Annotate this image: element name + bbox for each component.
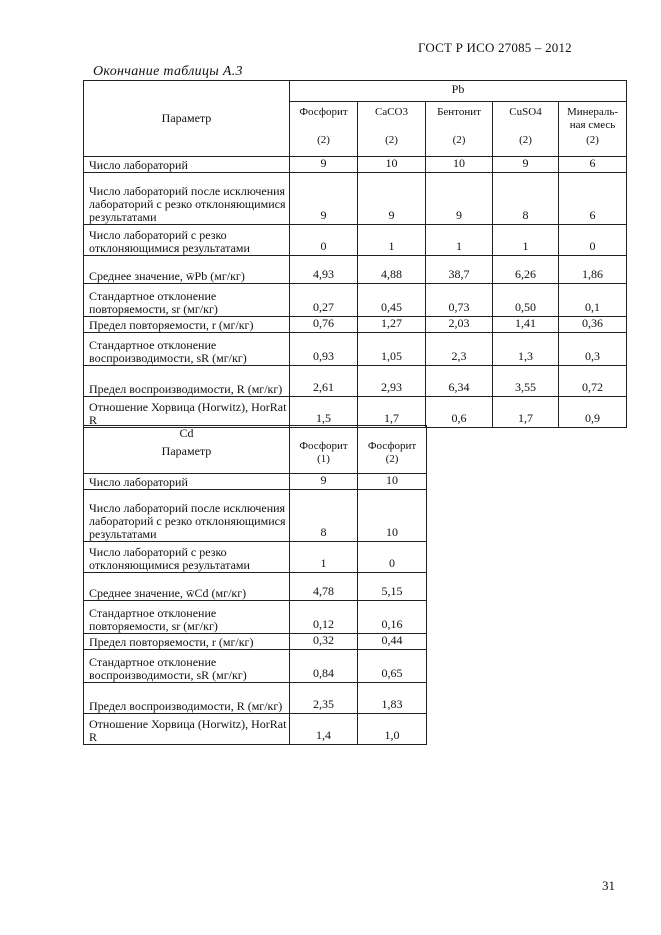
column-name: Минераль-ная смесь [566, 106, 619, 131]
table-row [84, 490, 427, 542]
column-code: (2) [317, 134, 330, 146]
column-header [358, 102, 426, 157]
table-caption: Окончание таблицы А.3 [93, 64, 243, 79]
value-cell: 6 [559, 173, 627, 225]
value-cell: 1,0 [358, 714, 427, 745]
value-cell: 6 [559, 157, 627, 173]
column-header [559, 102, 627, 157]
table-row [84, 397, 627, 428]
value-cell: 10 [358, 474, 427, 490]
parameter-cell: Отношение Хорвица (Horwitz), HorRat R [84, 714, 290, 745]
value-cell: 9 [358, 173, 426, 225]
table-row [84, 683, 427, 714]
value-cell: 5,15 [358, 573, 427, 601]
value-cell: 8 [290, 490, 358, 542]
table-row [84, 256, 627, 284]
table-row [84, 542, 427, 573]
value-cell: 2,03 [426, 317, 493, 333]
column-name: CuSO4 [509, 106, 542, 118]
value-cell: 9 [493, 157, 559, 173]
value-cell: 1 [358, 225, 426, 256]
column-code: (2) [385, 453, 399, 465]
table-row [84, 714, 427, 745]
document-standard-header: ГОСТ Р ИСО 27085 – 2012 [418, 40, 572, 55]
parameter-cell: Число лабораторий после исключения лабораторий с резко отклоняющимися результатами [84, 173, 290, 225]
value-cell: 10 [426, 157, 493, 173]
table-row [84, 366, 627, 397]
table-row [84, 601, 427, 634]
parameter-cell: Число лабораторий с резко отклоняющимися результатами [84, 225, 290, 256]
value-cell: 1,41 [493, 317, 559, 333]
table-row [84, 634, 427, 650]
page-number: 31 [602, 878, 615, 893]
value-cell: 2,61 [290, 366, 358, 397]
value-cell: 0,32 [290, 634, 358, 650]
value-cell: 4,88 [358, 256, 426, 284]
value-cell: 10 [358, 157, 426, 173]
value-cell: 38,7 [426, 256, 493, 284]
column-name: Фосфорит [299, 106, 348, 118]
value-cell: 1,7 [493, 397, 559, 428]
value-cell: 0,12 [290, 601, 358, 634]
parameter-cell: Отношение Хорвица (Horwitz), HorRat R [84, 397, 290, 428]
column-header [290, 102, 358, 157]
column-name: Фосфорит [299, 440, 348, 452]
pb-table-body [84, 157, 627, 428]
parameter-cell: Стандартное отклонение повторяемости, sr (мг/кг) [84, 284, 290, 317]
value-cell: 4,93 [290, 256, 358, 284]
value-cell: 1,86 [559, 256, 627, 284]
value-cell: 0 [358, 542, 427, 573]
value-cell: 1,83 [358, 683, 427, 714]
value-cell: 0,65 [358, 650, 427, 683]
table-row [84, 573, 427, 601]
value-cell: 1,7 [358, 397, 426, 428]
column-code: (1) [317, 453, 330, 465]
value-cell: 6,34 [426, 366, 493, 397]
value-cell: 2,93 [358, 366, 426, 397]
value-cell: 0,6 [426, 397, 493, 428]
table-row [84, 333, 627, 366]
column-header [493, 102, 559, 157]
cd-table-body [84, 474, 427, 745]
parameter-cell: Число лабораторий [84, 157, 290, 173]
parameter-cell: Стандартное отклонение повторяемости, sr (мг/кг) [84, 601, 290, 634]
value-cell: 9 [290, 173, 358, 225]
value-cell: 1,5 [290, 397, 358, 428]
value-cell: 1,4 [290, 714, 358, 745]
value-cell: 1 [426, 225, 493, 256]
value-cell: 8 [493, 173, 559, 225]
table-row [84, 650, 427, 683]
value-cell: 6,26 [493, 256, 559, 284]
value-cell: 2,35 [290, 683, 358, 714]
column-name: CaCO3 [375, 106, 408, 118]
value-cell: 9 [290, 157, 358, 173]
value-cell: 1,27 [358, 317, 426, 333]
value-cell: 9 [426, 173, 493, 225]
column-code: (2) [385, 134, 398, 146]
value-cell: 0,36 [559, 317, 627, 333]
element-header-cd: Cd [179, 426, 194, 440]
parameter-cell: Стандартное отклонение воспроизводимости, sR (мг/кг) [84, 650, 290, 683]
column-code: (2) [452, 134, 466, 146]
value-cell: 10 [358, 490, 427, 542]
value-cell: 0,44 [358, 634, 427, 650]
table-row [84, 225, 627, 256]
parameter-cell: Среднее значение, w̄Cd (мг/кг) [84, 573, 290, 601]
value-cell: 0,1 [559, 284, 627, 317]
value-cell: 9 [290, 474, 358, 490]
column-name: Бентонит [437, 106, 481, 118]
parameter-cell: Среднее значение, w̄Pb (мг/кг) [84, 256, 290, 284]
column-header [290, 426, 358, 474]
column-name: Фосфорит [367, 440, 417, 452]
param-column-header: Параметр [84, 81, 290, 157]
pb-results-table [83, 80, 627, 428]
value-cell: 2,3 [426, 333, 493, 366]
value-cell: 0,16 [358, 601, 427, 634]
param-column-header: Параметр [161, 444, 212, 458]
value-cell: 0,50 [493, 284, 559, 317]
parameter-cell: Предел воспроизводимости, R (мг/кг) [84, 683, 290, 714]
column-header [426, 102, 493, 157]
table-row [84, 284, 627, 317]
parameter-cell: Предел воспроизводимости, R (мг/кг) [84, 366, 290, 397]
value-cell: 0,72 [559, 366, 627, 397]
value-cell: 0,27 [290, 284, 358, 317]
value-cell: 3,55 [493, 366, 559, 397]
column-code: (2) [586, 134, 599, 146]
cd-results-table [83, 425, 427, 745]
value-cell: 0,9 [559, 397, 627, 428]
value-cell: 0,93 [290, 333, 358, 366]
table-row [84, 474, 427, 490]
parameter-cell: Предел повторяемости, r (мг/кг) [84, 317, 290, 333]
parameter-cell: Стандартное отклонение воспроизводимости, sR (мг/кг) [84, 333, 290, 366]
value-cell: 1,05 [358, 333, 426, 366]
value-cell: 0,45 [358, 284, 426, 317]
column-code: (2) [519, 134, 532, 146]
column-header [358, 426, 427, 474]
parameter-cell: Предел повторяемости, r (мг/кг) [84, 634, 290, 650]
parameter-cell: Число лабораторий с резко отклоняющимися результатами [84, 542, 290, 573]
value-cell: 0,84 [290, 650, 358, 683]
value-cell: 0,76 [290, 317, 358, 333]
value-cell: 0,73 [426, 284, 493, 317]
parameter-cell: Число лабораторий после исключения лабораторий с резко отклоняющимися результатами [84, 490, 290, 542]
table-row [84, 173, 627, 225]
value-cell: 1 [290, 542, 358, 573]
parameter-cell: Число лабораторий [84, 474, 290, 490]
table-row [84, 157, 627, 173]
element-header-pb: Pb [290, 81, 627, 102]
table-row [84, 317, 627, 333]
value-cell: 4,78 [290, 573, 358, 601]
value-cell: 0 [559, 225, 627, 256]
value-cell: 1 [493, 225, 559, 256]
cd-header-cell [84, 426, 290, 474]
value-cell: 1,3 [493, 333, 559, 366]
value-cell: 0,3 [559, 333, 627, 366]
value-cell: 0 [290, 225, 358, 256]
